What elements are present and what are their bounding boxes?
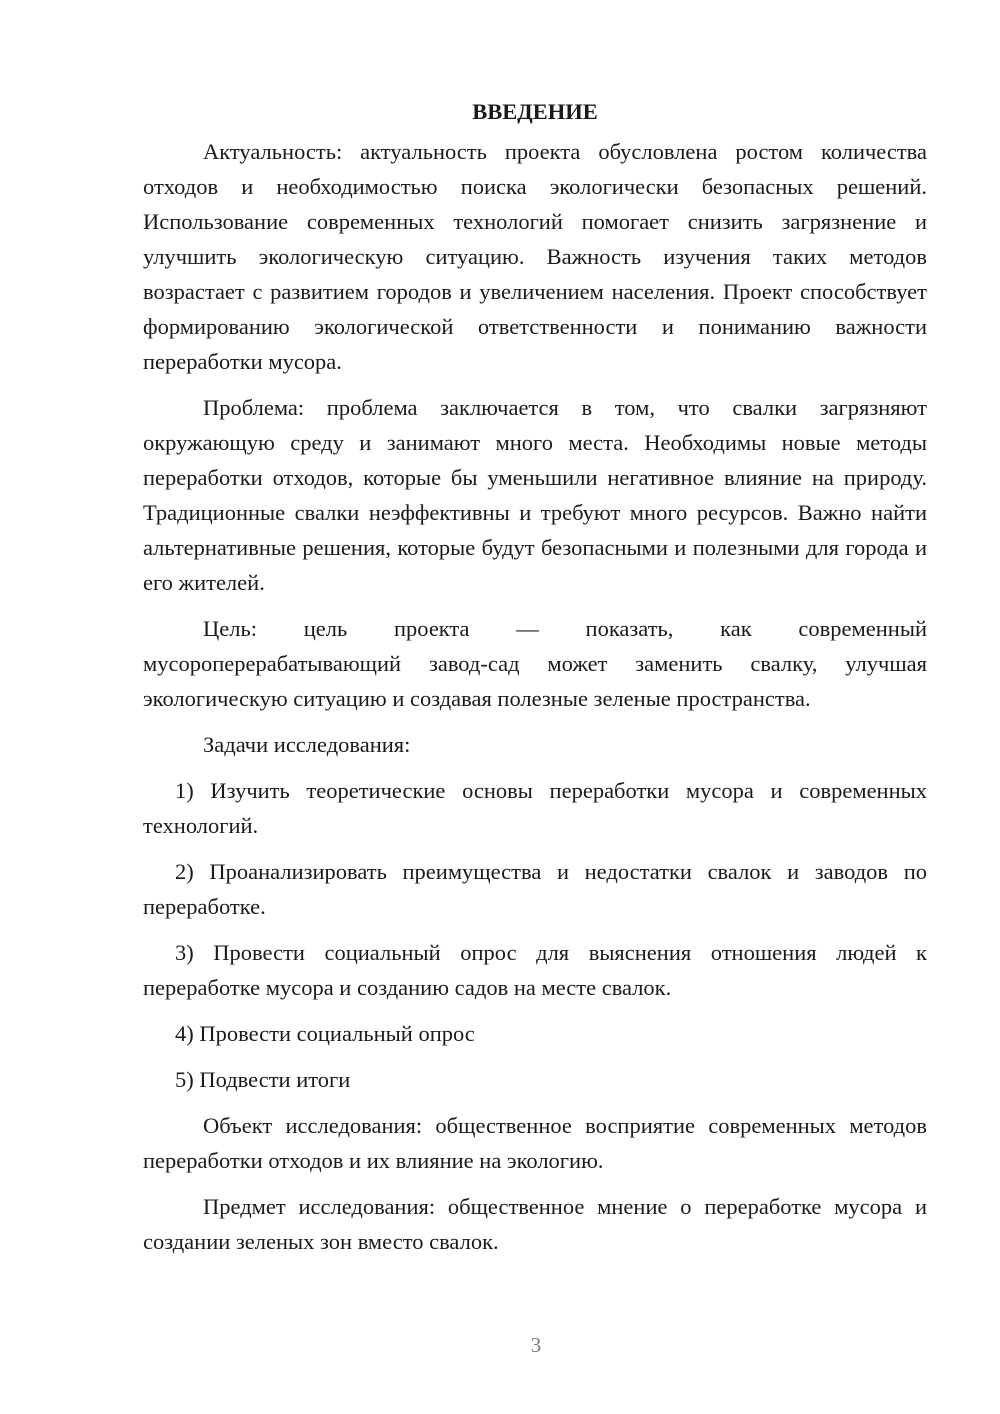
list-item-task-1: 1) Изучить теоретические основы переработки мусора и современных технологий. bbox=[143, 778, 927, 838]
page-title: ВВЕДЕНИЕ bbox=[472, 99, 598, 124]
list-item-task-5: 5) Подвести итоги bbox=[175, 1067, 351, 1092]
paragraph-problem: Проблема: проблема заключается в том, что свалки загрязняют окружающую среду и занимают много места. Необходимы новые методы переработки отходов, которые бы уменьшили негативное влияние на природу. Традиционные свалки неэффективны и требуют много ресурсов. Важно найти альтернативные решения, которые будут безопасными и полезными для города и его жителей. bbox=[143, 395, 927, 595]
list-item-task-4: 4) Провести социальный опрос bbox=[175, 1021, 475, 1046]
document-body bbox=[143, 94, 927, 1270]
list-item-task-3: 3) Провести социальный опрос для выяснения отношения людей к переработке мусора и созданию садов на месте свалок. bbox=[143, 940, 927, 1000]
page-number: 3 bbox=[530, 1333, 542, 1357]
paragraph-relevance: Актуальность: актуальность проекта обусловлена ростом количества отходов и необходимостью поиска экологически безопасных решений. Использование современных технологий помогает снизить загрязнение и улучшить экологическую ситуацию. Важность изучения таких методов возрастает с развитием городов и увеличением населения. Проект способствует формированию экологической ответственности и пониманию важности переработки мусора. bbox=[143, 139, 927, 374]
list-item-task-2: 2) Проанализировать преимущества и недостатки свалок и заводов по переработке. bbox=[143, 859, 927, 919]
paragraph-goal: Цель: цель проекта — показать, как современный мусороперерабатывающий завод-сад может заменить свалку, улучшая экологическую ситуацию и создавая полезные зеленые пространства. bbox=[143, 616, 927, 711]
paragraph-object: Объект исследования: общественное восприятие современных методов переработки отходов и их влияние на экологию. bbox=[143, 1113, 927, 1173]
tasks-heading: Задачи исследования: bbox=[203, 732, 411, 757]
paragraph-subject: Предмет исследования: общественное мнение о переработке мусора и создании зеленых зон вместо свалок. bbox=[143, 1194, 927, 1254]
